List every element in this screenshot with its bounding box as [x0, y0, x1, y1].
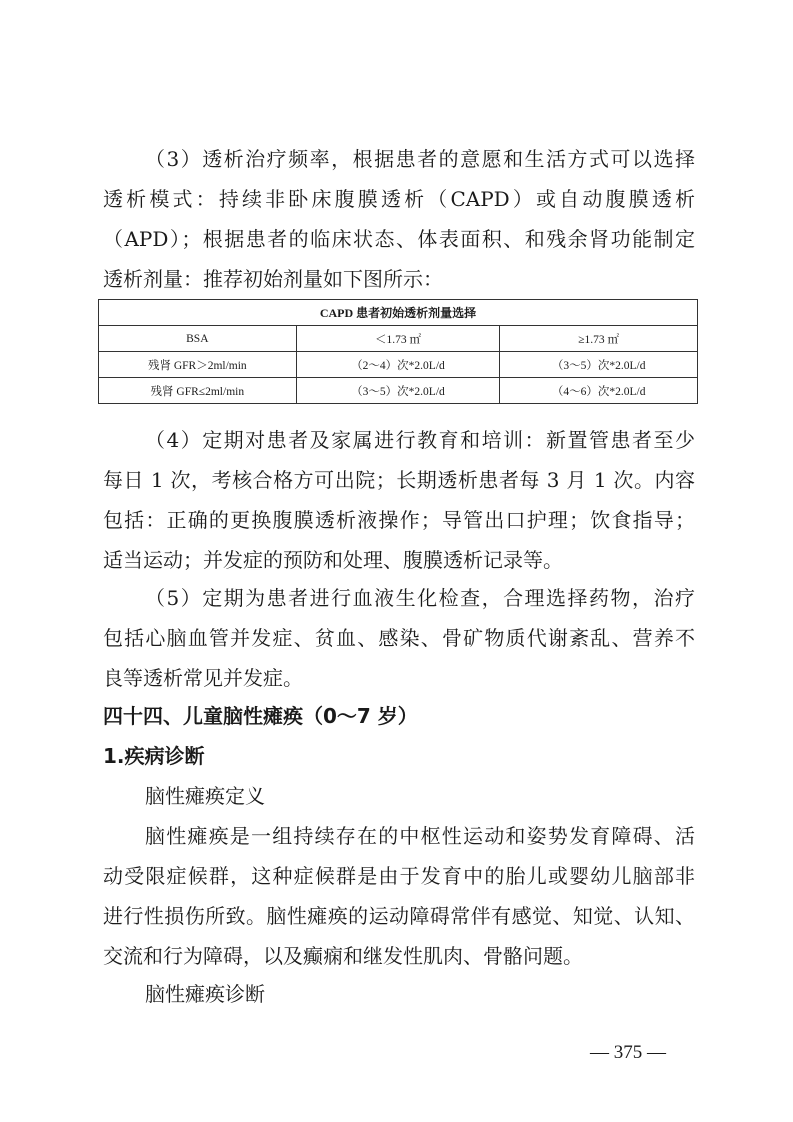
table-title-row [99, 300, 698, 326]
text-line: 适当运动；并发症的预防和处理、腹膜透析记录等。 [103, 548, 563, 572]
subsection-title: 1.疾病诊断 [103, 744, 205, 768]
text-line: 包括心脑血管并发症、贫血、感染、骨矿物质代谢紊乱、营养不 [103, 626, 695, 650]
diagnosis-heading: 脑性瘫痪诊断 [145, 982, 265, 1006]
paragraph-dialysis-frequency [103, 139, 695, 299]
table-cell: （3～5）次*2.0L/d [500, 352, 698, 378]
capd-dose-table [98, 299, 698, 404]
table-row [99, 352, 698, 378]
text-line: 透析剂量：推荐初始剂量如下图所示： [103, 267, 443, 291]
text-line: 动受限症候群，这种症候群是由于发育中的胎儿或婴幼儿脑部非 [103, 864, 695, 888]
table-row [99, 378, 698, 404]
text-line: （3）透析治疗频率，根据患者的意愿和生活方式可以选择 [145, 147, 695, 171]
definition-heading: 脑性瘫痪定义 [145, 784, 265, 808]
table-cell: （3～5）次*2.0L/d [296, 378, 500, 404]
text-line: 进行性损伤所致。脑性瘫痪的运动障碍常伴有感觉、知觉、认知、 [103, 904, 695, 928]
text-line: 交流和行为障碍，以及癫痫和继发性肌肉、骨骼问题。 [103, 944, 583, 968]
table-cell: 残肾 GFR≤2ml/min [99, 378, 297, 404]
table-cell: 残肾 GFR＞2ml/min [99, 352, 297, 378]
text-line: （4）定期对患者及家属进行教育和培训：新置管患者至少 [145, 428, 695, 452]
text-line: 脑性瘫痪是一组持续存在的中枢性运动和姿势发育障碍、活 [145, 824, 695, 848]
table-header-row [99, 326, 698, 352]
paragraph-definition [103, 816, 695, 976]
header-cell: ＜1.73 ㎡ [296, 326, 500, 352]
header-cell: BSA [99, 326, 297, 352]
table-title: CAPD 患者初始透析剂量选择 [99, 300, 698, 326]
text-line: 包括：正确的更换腹膜透析液操作；导管出口护理；饮食指导； [103, 508, 695, 532]
text-line: 良等透析常见并发症。 [103, 666, 303, 690]
table-cell: （2～4）次*2.0L/d [296, 352, 500, 378]
header-cell: ≥1.73 ㎡ [500, 326, 698, 352]
text-line: 每日 1 次，考核合格方可出院；长期透析患者每 3 月 1 次。内容 [103, 468, 695, 492]
text-line: （5）定期为患者进行血液生化检查，合理选择药物，治疗 [145, 586, 695, 610]
paragraph-blood-tests [103, 578, 695, 698]
section-title: 四十四、儿童脑性瘫痪（0～7 岁） [103, 704, 418, 728]
text-line: （APD）；根据患者的临床状态、体表面积、和残余肾功能制定 [103, 227, 695, 251]
paragraph-patient-education [103, 420, 695, 580]
page-number: — 375 — [590, 1042, 666, 1063]
text-line: 透析模式：持续非卧床腹膜透析（CAPD）或自动腹膜透析 [103, 187, 695, 211]
table-cell: （4～6）次*2.0L/d [500, 378, 698, 404]
